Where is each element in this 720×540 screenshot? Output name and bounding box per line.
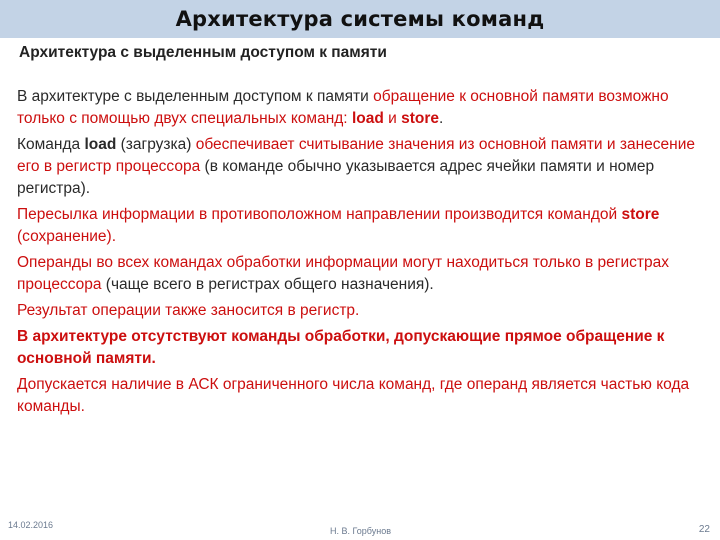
paragraph-2 <box>17 134 705 200</box>
paragraph-2-text-e: (в команде обычно указывается адрес ячейки памяти и номер регистра). <box>17 158 655 197</box>
footer-page-number: 22 <box>698 524 710 535</box>
paragraph-4 <box>17 252 705 296</box>
paragraph-1-store: store <box>401 110 439 127</box>
paragraph-7 <box>17 374 705 418</box>
paragraph-2-text-d: обеспечивает считывание значения из основной памяти и занесение его в регистр процессора <box>17 136 695 175</box>
paragraph-3-text-c: (сохранение). <box>17 228 117 245</box>
paragraph-4-text-a: Операнды во всех командах обработки информации могут находиться только в регистрах процессора <box>17 254 669 293</box>
paragraph-2-text-c: (загрузка) <box>116 136 196 153</box>
paragraph-1-text-f: . <box>439 110 444 127</box>
paragraph-1-load: load <box>351 110 384 127</box>
paragraph-3 <box>17 204 705 248</box>
paragraph-3-store: store <box>621 206 660 223</box>
paragraph-6 <box>17 326 705 370</box>
paragraph-1 <box>17 86 705 130</box>
paragraph-1-text-a: В архитектуре с выделенным доступом к памяти <box>17 88 374 105</box>
paragraph-4-text-b: (чаще всего в регистрах общего назначения). <box>101 276 434 293</box>
footer-date: 14.02.2016 <box>8 520 54 530</box>
slide-content <box>17 44 705 422</box>
paragraph-2-load: load <box>84 136 117 153</box>
paragraph-2-text-a: Команда <box>17 136 85 153</box>
paragraph-1-text-d: и <box>383 110 402 127</box>
paragraph-6-text-a: В архитектуре отсутствуют команды обработки, допускающие прямое обращение к основной памяти. <box>17 328 665 367</box>
paragraph-5-text-a: Результат операции также заносится в регистр. <box>17 302 360 319</box>
paragraph-7-text-a: Допускается наличие в АСК ограниченного числа команд, где операнд является частью кода команды. <box>17 376 690 415</box>
footer-author: Н. В. Горбунов <box>330 526 392 536</box>
slide-subtitle: Архитектура с выделенным доступом к памяти <box>19 44 387 61</box>
title-bar <box>0 0 720 38</box>
paragraph-5 <box>17 300 705 322</box>
paragraph-1-text-b: обращение к основной памяти возможно только с помощью двух специальных команд: <box>17 88 669 127</box>
slide-title: Архитектура системы команд <box>175 7 545 31</box>
paragraph-3-text-a: Пересылка информации в противоположном направлении производится командой <box>17 206 622 223</box>
